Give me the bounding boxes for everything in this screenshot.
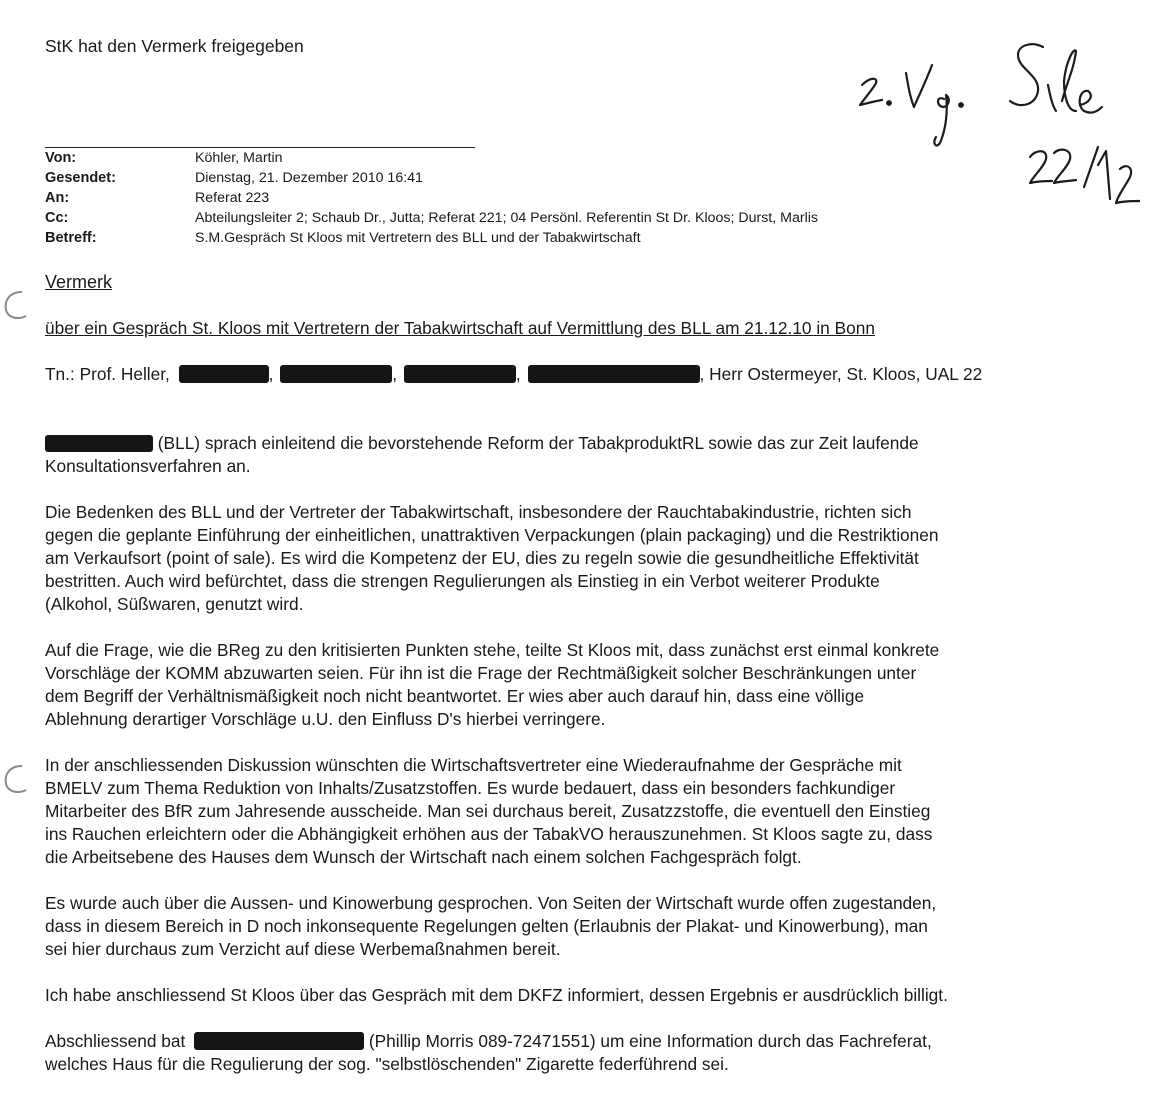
paragraph-2-line-4: bestritten. Auch wird befürchtet, dass die strengen Regulierungen als Einstieg in ein Verbot weiterer Produkte: [45, 571, 880, 591]
participants-line: [45, 363, 982, 386]
paragraph-4-line-3: Mitarbeiter des BfR zum Jahresende ausscheide. Man sei durchaus bereit, Zusatzzstoffe, die eventuell den Einstieg: [45, 801, 931, 821]
participants-separator: ,: [268, 364, 274, 384]
participants-prefix: Tn.: Prof. Heller,: [45, 364, 170, 384]
punch-hole-mark: [0, 762, 34, 796]
release-note: StK hat den Vermerk freigegeben: [45, 36, 304, 56]
header-label-cc: Cc:: [45, 210, 69, 226]
paragraph-4-line-4: ins Rauchen erleichtern oder die Abhängigkeit erhöhen aus der TabakVO herauszunehmen. St Kloos sagte zu, dass: [45, 824, 933, 844]
paragraph-3-line-1: Auf die Frage, wie die BReg zu den kritisierten Punkten stehe, teilte St Kloos mit, dass zunächst erst einmal konkrete: [45, 640, 940, 660]
paragraph-4-line-5: die Arbeitsebene des Hauses dem Wunsch der Wirtschaft nach einem solchen Fachgespräch folgt.: [45, 847, 802, 867]
paragraph-1-line-1: (BLL) sprach einleitend die bevorstehende Reform der TabakproduktRL sowie das zur Zeit laufende: [45, 432, 919, 455]
paragraph-5-line-2: dass in diesem Bereich in D noch inkonsequente Regelungen gelten (Erlaubnis der Plakat- und Kinowerbung), man: [45, 916, 928, 936]
paragraph-5-line-3: sei hier durchaus zum Verzicht auf diese Werbemaßnahmen bereit.: [45, 939, 561, 959]
header-value-cc: Abteilungsleiter 2; Schaub Dr., Jutta; Referat 221; 04 Persönl. Referentin St Dr. Kloos; Durst, Marlis: [195, 210, 818, 226]
paragraph-2-line-3: am Verkaufsort (point of sale). Es wird die Kompetenz der EU, dies zu regeln sowie die gesundheitliche Effektivität: [45, 548, 919, 568]
paragraph-7-line-2: welches Haus für die Regulierung der sog. "selbstlöschenden" Zigarette federführend sei.: [45, 1054, 729, 1074]
header-value-sent: Dienstag, 21. Dezember 2010 16:41: [195, 170, 423, 186]
paragraph-3-line-4: Ablehnung derartiger Vorschläge u.U. den Einfluss D's hierbei verringere.: [45, 709, 606, 729]
participants-separator: ,: [515, 364, 521, 384]
participants-separator: ,: [392, 364, 398, 384]
paragraph-1-line-2: Konsultationsverfahren an.: [45, 456, 251, 476]
paragraph-5-line-1: Es wurde auch über die Aussen- und Kinowerbung gesprochen. Von Seiten der Wirtschaft wurde offen zugestanden,: [45, 893, 937, 913]
header-label-sent: Gesendet:: [45, 170, 116, 186]
handwritten-annotation: [840, 25, 1140, 225]
redaction-block: [280, 365, 392, 383]
redaction-block: [404, 365, 516, 383]
paragraph-4-line-2: BMELV zum Thema Reduktion von Inhalts/Zusatzstoffen. Es wurde bedauert, dass ein besonders fachkundiger: [45, 778, 896, 798]
paragraph-2-line-2: gegen die geplante Einführung der einheitlichen, unattraktiven Verpackungen (plain packaging) und die Restriktionen: [45, 525, 939, 545]
redaction-block: [45, 435, 153, 452]
header-label-subject: Betreff:: [45, 230, 97, 246]
header-label-to: An:: [45, 190, 70, 206]
paragraph-4-line-1: In der anschliessenden Diskussion wünschten die Wirtschaftsvertreter eine Wiederaufnahme der Gespräche mit: [45, 755, 902, 775]
paragraph-7-line-1: Abschliessend bat (Phillip Morris 089-72471551) um eine Information durch das Fachreferat,: [45, 1031, 932, 1051]
paragraph-6-line-1: Ich habe anschliessend St Kloos über das Gespräch mit dem DKFZ informiert, dessen Ergebnis er ausdrücklich billigt.: [45, 985, 948, 1005]
document-title: Vermerk: [45, 272, 113, 292]
header-value-from: Köhler, Martin: [195, 150, 283, 166]
header-value-subject: S.M.Gespräch St Kloos mit Vertretern des BLL und der Tabakwirtschaft: [195, 230, 641, 246]
redaction-block: [528, 365, 700, 383]
header-label-from: Von:: [45, 150, 77, 166]
paragraph-3-line-2: Vorschläge der KOMM abzuwarten seien. Für ihn ist die Frage der Rechtmäßigkeit solcher Beschränkungen unter: [45, 663, 917, 683]
punch-hole-mark: [0, 288, 34, 322]
paragraph-2-line-1: Die Bedenken des BLL und der Vertreter der Tabakwirtschaft, insbesondere der Rauchtabakindustrie, richten sich: [45, 502, 912, 522]
participants-suffix: , Herr Ostermeyer, St. Kloos, UAL 22: [699, 364, 983, 384]
header-rule: [45, 147, 475, 148]
paragraph-2-line-5: (Alkohol, Süßwaren, genutzt wird.: [45, 594, 304, 614]
redaction-block: [194, 1032, 364, 1050]
paragraph-3-line-3: dem Begriff der Verhältnismäßigkeit noch nicht beantwortet. Er wies aber auch darauf hin, dass eine völlige: [45, 686, 865, 706]
header-value-to: Referat 223: [195, 190, 270, 206]
document-subtitle: über ein Gespräch St. Kloos mit Vertretern der Tabakwirtschaft auf Vermittlung des BLL am 21.12.10 in Bonn: [45, 318, 875, 338]
redaction-block: [179, 365, 269, 383]
